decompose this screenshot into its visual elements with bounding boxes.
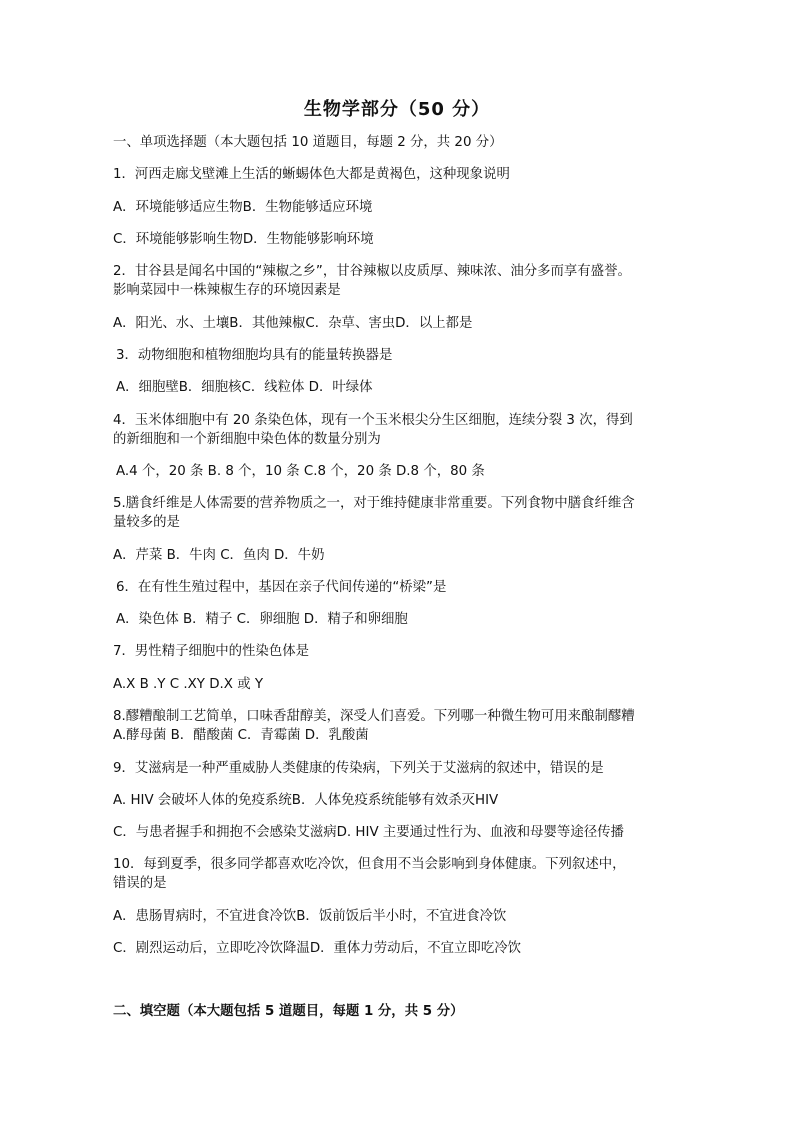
- question-9-options-cd: C．与患者握手和拥抱不会感染艾滋病D. HIV 主要通过性行为、血液和母婴等途径传播: [113, 825, 624, 840]
- section-heading-fill-in: 二、填空题（本大题包括 5 道题目，每题 1 分，共 5 分）: [113, 1004, 464, 1019]
- question-5-stem-line1: 5.膳食纤维是人体需要的营养物质之一，对于维持健康非常重要。下列食物中膳食纤维含: [113, 496, 635, 511]
- question-7-options: A.X B .Y C .XY D.X 或 Y: [113, 677, 264, 692]
- question-8-options: A.酵母菌 B．醋酸菌 C．青霉菌 D．乳酸菌: [113, 728, 369, 743]
- question-3-stem: 3．动物细胞和植物细胞均具有的能量转换器是: [116, 348, 393, 363]
- question-5-options: A．芹菜 B．牛肉 C．鱼肉 D．牛奶: [113, 548, 325, 563]
- question-4-stem-line2: 的新细胞和一个新细胞中染色体的数量分别为: [113, 432, 381, 447]
- question-1-options-ab: A．环境能够适应生物B．生物能够适应环境: [113, 200, 373, 215]
- question-2-stem-line2: 影响菜园中一株辣椒生存的环境因素是: [113, 283, 341, 298]
- question-10-stem-line2: 错误的是: [113, 876, 167, 891]
- question-10-options-cd: C．剧烈运动后，立即吃冷饮降温D．重体力劳动后，不宜立即吃冷饮: [113, 941, 521, 956]
- question-4-options: A.4 个，20 条 B. 8 个，10 条 C.8 个，20 条 D.8 个，80 条: [116, 464, 485, 479]
- question-1-options-cd: C．环境能够影响生物D．生物能够影响环境: [113, 232, 374, 247]
- question-6-options: A．染色体 B．精子 C．卵细胞 D．精子和卵细胞: [116, 612, 408, 627]
- question-8-stem: 8.醪糟酿制工艺简单，口味香甜醇美，深受人们喜爱。下列哪一种微生物可用来酿制醪糟: [113, 709, 635, 724]
- question-4-stem-line1: 4．玉米体细胞中有 20 条染色体，现有一个玉米根尖分生区细胞，连续分裂 3 次，得到: [113, 413, 633, 428]
- question-5-stem-line2: 量较多的是: [113, 515, 180, 530]
- question-2-stem-line1: 2．甘谷县是闻名中国的“辣椒之乡”，甘谷辣椒以皮质厚、辣味浓、油分多而享有盛誉。: [113, 264, 631, 279]
- question-7-stem: 7．男性精子细胞中的性染色体是: [113, 644, 309, 659]
- question-2-options: A．阳光、水、土壤B．其他辣椒C．杂草、害虫D．以上都是: [113, 316, 473, 331]
- question-3-options: A．细胞壁B．细胞核C．线粒体 D．叶绿体: [116, 380, 373, 395]
- question-6-stem: 6．在有性生殖过程中，基因在亲子代间传递的“桥梁”是: [116, 580, 447, 595]
- question-10-stem-line1: 10．每到夏季，很多同学都喜欢吃冷饮，但食用不当会影响到身体健康。下列叙述中，: [113, 857, 626, 872]
- page-title: 生物学部分（50 分）: [303, 99, 491, 120]
- question-1-stem: 1．河西走廊戈壁滩上生活的蜥蜴体色大都是黄褐色，这种现象说明: [113, 167, 510, 182]
- question-9-stem: 9．艾滋病是一种严重威胁人类健康的传染病，下列关于艾滋病的叙述中，错误的是: [113, 761, 604, 776]
- question-10-options-ab: A．患肠胃病时，不宜进食冷饮B．饭前饭后半小时，不宜进食冷饮: [113, 909, 507, 924]
- section-heading-single-choice: 一、单项选择题（本大题包括 10 道题目，每题 2 分，共 20 分）: [113, 135, 503, 150]
- question-9-options-ab: A. HIV 会破坏人体的免疫系统B．人体免疫系统能够有效杀灭HIV: [113, 793, 499, 808]
